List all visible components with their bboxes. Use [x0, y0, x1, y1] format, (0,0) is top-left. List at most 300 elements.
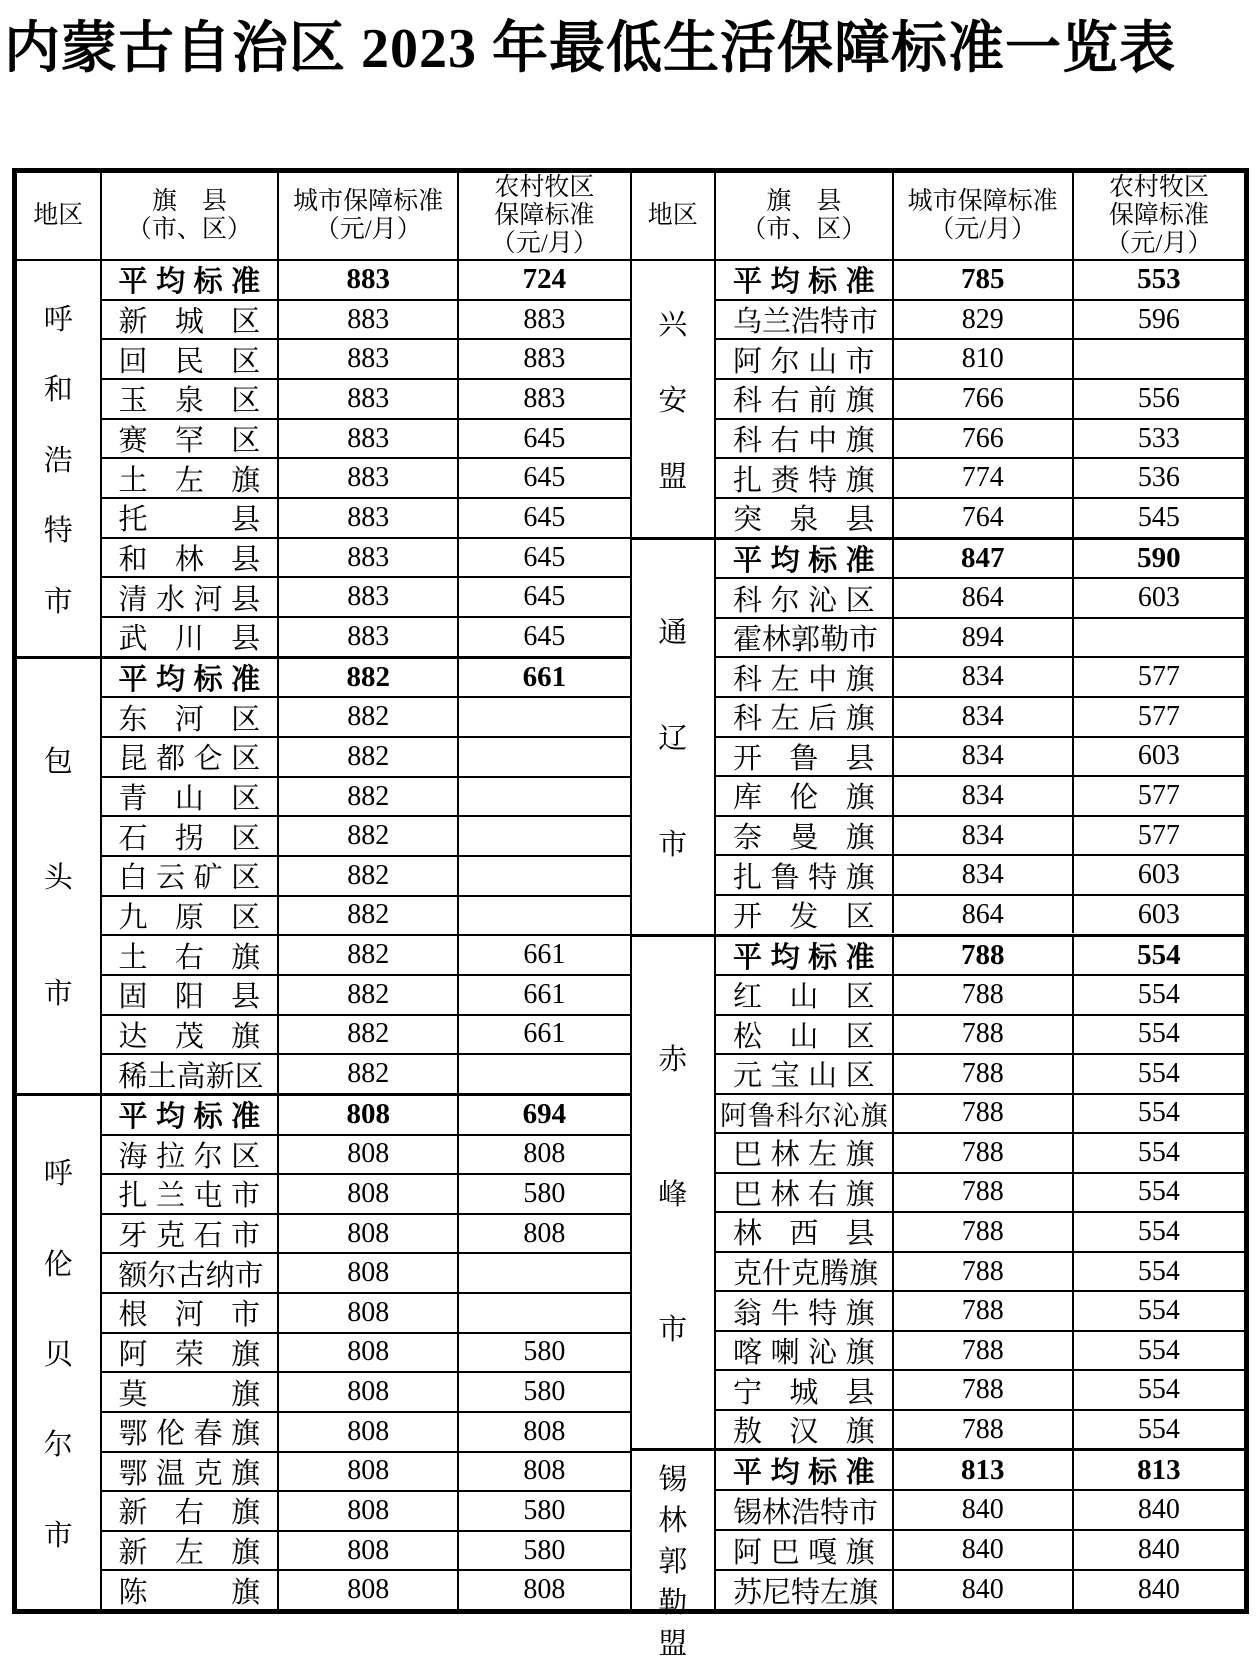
- char: 青: [118, 783, 148, 815]
- char: 河: [193, 583, 223, 616]
- distributed-text: [733, 696, 875, 737]
- char: 温: [156, 1457, 186, 1490]
- distributed-text: [720, 1094, 888, 1133]
- urban-standard-value: 883: [279, 539, 459, 577]
- rural-standard-value: 554: [1137, 1136, 1180, 1168]
- distributed-text: [733, 736, 875, 777]
- distributed-text: [733, 1014, 875, 1055]
- rural-standard-value: 533: [1137, 422, 1180, 454]
- county-name-cell: [102, 1055, 280, 1093]
- rural-standard-value: [459, 897, 629, 935]
- char: 县: [231, 623, 261, 656]
- char: 新: [205, 1060, 235, 1093]
- char: 左: [770, 703, 800, 736]
- table-row: [716, 1330, 1244, 1370]
- table-row: [102, 974, 630, 1014]
- county-name-cell: [102, 659, 280, 697]
- char: 旗: [231, 1497, 261, 1530]
- urban-standard-value: 883: [279, 459, 459, 497]
- char: 城: [789, 1376, 819, 1409]
- char: 勒: [820, 624, 850, 657]
- table-row: [716, 736, 1244, 776]
- county-name-cell: [716, 777, 894, 815]
- char: 右: [770, 385, 800, 418]
- county-name-cell: [102, 976, 280, 1014]
- county-name-cell: [102, 618, 280, 656]
- char: 曼: [789, 822, 819, 855]
- county-name-cell: [716, 579, 894, 617]
- char: 屯: [193, 1180, 223, 1213]
- char: 松: [733, 1020, 763, 1053]
- table-row: [716, 577, 1244, 617]
- county-name-cell: [716, 1451, 894, 1489]
- char: 特: [791, 1576, 821, 1609]
- urban-standard-value: 810: [894, 340, 1074, 378]
- county-name-cell: [102, 1254, 280, 1292]
- county-name-cell: [716, 698, 894, 736]
- char: 赛: [118, 425, 148, 458]
- table-row: [716, 617, 1244, 657]
- char: 海: [118, 1140, 148, 1173]
- region-char: 浩: [43, 444, 73, 477]
- region-name: [632, 540, 717, 934]
- char: 伦: [789, 782, 819, 815]
- distributed-text: [119, 1570, 261, 1611]
- char: 翁: [733, 1297, 763, 1330]
- char: 旗: [845, 822, 875, 855]
- urban-standard-value: 788: [894, 1095, 1074, 1133]
- county-name-cell: [716, 1332, 894, 1370]
- char: 区: [231, 1140, 261, 1173]
- urban-standard-value: 847: [894, 540, 1074, 578]
- county-name-cell: [102, 1016, 280, 1054]
- county-name-cell: [102, 539, 280, 577]
- char: 沁: [808, 584, 838, 617]
- rural-standard-value: 645: [523, 422, 566, 454]
- char: 山: [808, 345, 838, 378]
- char: 托: [118, 504, 148, 537]
- rural-standard-value: [459, 698, 629, 736]
- distributed-text: [118, 1054, 264, 1095]
- char: 林: [770, 1139, 800, 1172]
- table-row: [102, 1451, 630, 1491]
- table-row: [716, 696, 1244, 736]
- distributed-text: [733, 259, 875, 300]
- char: 克: [193, 1457, 223, 1490]
- distributed-text: [119, 657, 261, 698]
- rural-standard-value: 580: [523, 1336, 566, 1368]
- table-header: [17, 173, 630, 261]
- char: 旗: [845, 782, 875, 815]
- char: 市: [849, 624, 879, 657]
- char: 尔: [804, 1100, 832, 1131]
- rural-standard-value: 603: [1137, 582, 1180, 614]
- urban-standard-value: 764: [894, 499, 1074, 537]
- county-name-cell: [716, 1531, 894, 1569]
- char: 均: [156, 266, 186, 299]
- distributed-text: [733, 1251, 879, 1292]
- char: 武: [118, 623, 148, 656]
- distributed-text: [119, 1372, 261, 1413]
- rural-standard-value: 808: [523, 1415, 566, 1447]
- distributed-text: [119, 697, 261, 738]
- urban-standard-value: 788: [894, 976, 1074, 1014]
- table-row: [716, 1369, 1244, 1409]
- county-name-cell: [716, 1491, 894, 1529]
- table-row: [102, 497, 630, 537]
- char: 科: [733, 584, 763, 617]
- table-row: [716, 1529, 1244, 1569]
- rural-standard-value: 577: [1137, 700, 1180, 732]
- distributed-text: [733, 974, 875, 1015]
- char: 标: [808, 266, 838, 299]
- rural-standard-value: 577: [1137, 661, 1180, 693]
- char: 尼: [762, 1576, 792, 1609]
- char: 巴: [770, 1536, 800, 1569]
- char: 清: [118, 583, 148, 616]
- char: 左: [808, 1139, 838, 1172]
- table-row: [716, 457, 1244, 497]
- char: 沁: [808, 1337, 838, 1370]
- char: 标: [193, 266, 223, 299]
- region-char: 通: [658, 617, 688, 650]
- distributed-text: [119, 1014, 261, 1055]
- county-name-cell: [102, 261, 280, 299]
- char: 旗: [231, 1418, 261, 1451]
- table-row: [102, 1173, 630, 1213]
- region-name: [17, 659, 102, 1093]
- char: 特: [820, 306, 850, 339]
- char: 区: [231, 822, 261, 855]
- char: 阿: [118, 1338, 148, 1371]
- char: 尔: [193, 1140, 223, 1173]
- urban-standard-value: 882: [279, 897, 459, 935]
- char: 区: [231, 306, 261, 339]
- urban-standard-value: 829: [894, 301, 1074, 339]
- rural-standard-value: 554: [1137, 1097, 1180, 1129]
- urban-standard-value: 788: [894, 937, 1074, 975]
- county-name-cell: [102, 817, 280, 855]
- table-row: [102, 261, 630, 299]
- rural-standard-value: 645: [523, 462, 566, 494]
- region-char: 辽: [658, 723, 688, 756]
- char: 巴: [733, 1178, 763, 1211]
- region-char: 安: [658, 385, 688, 418]
- char: 旗: [845, 1536, 875, 1569]
- county-name-cell: [716, 976, 894, 1014]
- region-char: 锡: [658, 1464, 688, 1497]
- table-row: [716, 1409, 1244, 1449]
- table-row: [716, 1211, 1244, 1251]
- header-rural-standard: 农村牧区 保障标准 （元/月）: [490, 174, 598, 257]
- county-name-cell: [716, 340, 894, 378]
- region-name: [17, 1096, 102, 1609]
- urban-standard-value: 882: [279, 976, 459, 1014]
- county-name-cell: [716, 1371, 894, 1409]
- urban-standard-value: 788: [894, 1253, 1074, 1291]
- char: 茂: [174, 1020, 204, 1053]
- distributed-text: [118, 1253, 264, 1294]
- urban-standard-value: 808: [279, 1334, 459, 1372]
- char: 区: [845, 584, 875, 617]
- table-left-body: [17, 261, 630, 1609]
- distributed-text: [733, 418, 875, 459]
- urban-standard-value: 882: [279, 857, 459, 895]
- char: 旗: [845, 1139, 875, 1172]
- char: 高: [176, 1060, 206, 1093]
- urban-standard-value: 883: [279, 420, 459, 458]
- char: 县: [231, 981, 261, 1014]
- urban-standard-value: 840: [894, 1571, 1074, 1609]
- county-name-cell: [102, 738, 280, 776]
- urban-standard-value: 894: [894, 619, 1074, 657]
- distributed-text: [119, 1490, 261, 1531]
- char: 尔: [770, 584, 800, 617]
- char: 均: [156, 664, 186, 697]
- rural-standard-value: 724: [522, 263, 567, 296]
- char: 市: [231, 1180, 261, 1213]
- county-name-cell: [716, 380, 894, 418]
- char: 仑: [193, 743, 223, 776]
- distributed-text: [119, 935, 261, 976]
- char: 区: [231, 425, 261, 458]
- county-name-cell: [102, 897, 280, 935]
- urban-standard-value: 834: [894, 658, 1074, 696]
- county-name-cell: [102, 301, 280, 339]
- char: 什: [762, 1258, 792, 1291]
- rural-standard-value: 661: [523, 978, 566, 1010]
- urban-standard-value: 834: [894, 738, 1074, 776]
- char: 右: [808, 1178, 838, 1211]
- table-row: [716, 1251, 1244, 1291]
- rural-standard-value: 603: [1137, 859, 1180, 891]
- char: 县: [845, 742, 875, 775]
- table-row: [102, 696, 630, 736]
- char: 泉: [789, 504, 819, 537]
- table-row: [102, 1014, 630, 1054]
- rural-standard-value: [459, 778, 629, 816]
- region-char: 尔: [43, 1429, 73, 1462]
- rural-standard-value: 645: [523, 620, 566, 652]
- table-row: [102, 1252, 630, 1292]
- char: 扎: [733, 861, 763, 894]
- rural-standard-value: 554: [1137, 1255, 1180, 1287]
- county-name-cell: [716, 499, 894, 537]
- urban-standard-value: 774: [894, 459, 1074, 497]
- distributed-text: [733, 657, 875, 698]
- char: 平: [118, 1101, 148, 1134]
- char: 林: [174, 544, 204, 577]
- table-row: [102, 659, 630, 697]
- distributed-text: [733, 894, 875, 935]
- rural-standard-value: [459, 738, 629, 776]
- char: 鲁: [789, 742, 819, 775]
- rural-standard-value: 808: [523, 1217, 566, 1249]
- county-name-cell: [716, 1174, 894, 1212]
- char: 平: [733, 544, 763, 577]
- county-name-cell: [716, 459, 894, 497]
- rural-standard-value: [459, 817, 629, 855]
- urban-standard-value: 808: [279, 1215, 459, 1253]
- region-group: [632, 261, 1245, 537]
- char: 特: [808, 464, 838, 497]
- table-row: [716, 338, 1244, 378]
- rural-standard-value: 645: [523, 541, 566, 573]
- char: 河: [174, 703, 204, 736]
- distributed-text: [119, 339, 261, 380]
- region-char: 市: [658, 828, 688, 861]
- char: 准: [231, 266, 261, 299]
- rural-standard-value: 580: [523, 1177, 566, 1209]
- distributed-text: [733, 1330, 875, 1371]
- char: 区: [231, 345, 261, 378]
- table-row: [102, 1134, 630, 1174]
- char: 陈: [118, 1576, 148, 1609]
- rural-standard-value: 554: [1137, 978, 1180, 1010]
- county-name-cell: [716, 1055, 894, 1093]
- urban-standard-value: 788: [894, 1134, 1074, 1172]
- region-name: [632, 937, 717, 1449]
- county-name-cell: [716, 540, 894, 578]
- rural-standard-value: 661: [523, 1018, 566, 1050]
- char: 云: [156, 862, 186, 895]
- table-row: [102, 418, 630, 458]
- rural-standard-value: 883: [523, 303, 566, 335]
- rural-standard-value: [459, 1294, 629, 1332]
- urban-standard-value: 766: [894, 420, 1074, 458]
- urban-standard-value: 834: [894, 777, 1074, 815]
- urban-standard-value: 883: [279, 578, 459, 616]
- char: 民: [174, 345, 204, 378]
- rural-standard-value: 577: [1137, 779, 1180, 811]
- urban-standard-value: 840: [894, 1491, 1074, 1529]
- char: 旗: [231, 464, 261, 497]
- table-row: [716, 1489, 1244, 1529]
- char: 和: [118, 544, 148, 577]
- region-char: 呼: [43, 1158, 73, 1191]
- table-row: [716, 261, 1244, 299]
- char: 左: [770, 663, 800, 696]
- char: 昆: [118, 743, 148, 776]
- distributed-text: [119, 1292, 261, 1333]
- char: 嘎: [808, 1536, 838, 1569]
- table-row: [102, 537, 630, 577]
- county-name-cell: [102, 698, 280, 736]
- urban-standard-value: 883: [279, 618, 459, 656]
- county-name-cell: [102, 778, 280, 816]
- distributed-text: [733, 1450, 875, 1491]
- rural-standard-value: [459, 857, 629, 895]
- urban-standard-value: 788: [894, 1371, 1074, 1409]
- county-name-cell: [102, 1413, 280, 1451]
- table-row: [102, 815, 630, 855]
- rural-standard-value: 840: [1137, 1534, 1180, 1566]
- region-name: [17, 261, 102, 656]
- distributed-text: [733, 1570, 879, 1611]
- region-group: [632, 934, 1245, 1449]
- county-name-cell: [716, 619, 894, 657]
- char: 区: [231, 901, 261, 934]
- char: 平: [118, 266, 148, 299]
- table-row: [102, 299, 630, 339]
- char: 平: [733, 266, 763, 299]
- char: 锡: [733, 1496, 763, 1529]
- char: 标: [193, 664, 223, 697]
- char: 新: [118, 1537, 148, 1570]
- urban-standard-value: 882: [279, 738, 459, 776]
- char: 右: [174, 1497, 204, 1530]
- region-char: 峰: [658, 1178, 688, 1211]
- region-char: 和: [43, 374, 73, 407]
- rural-standard-value: 645: [523, 581, 566, 613]
- region-char: 赤: [658, 1043, 688, 1076]
- table-row: [102, 378, 630, 418]
- char: 突: [733, 504, 763, 537]
- urban-standard-value: 834: [894, 856, 1074, 894]
- county-name-cell: [716, 261, 894, 299]
- char: 原: [174, 901, 204, 934]
- rural-standard-value: 556: [1137, 382, 1180, 414]
- county-name-cell: [102, 1453, 280, 1491]
- char: 旗: [231, 1457, 261, 1490]
- table-row: [102, 855, 630, 895]
- county-name-cell: [102, 1373, 280, 1411]
- county-name-cell: [102, 1215, 280, 1253]
- char: 泉: [174, 385, 204, 418]
- char: 旗: [845, 385, 875, 418]
- region-rows: [102, 1096, 630, 1609]
- region-rows: [716, 261, 1244, 537]
- urban-standard-value: 788: [894, 1016, 1074, 1054]
- char: 新: [118, 1497, 148, 1530]
- distributed-text: [119, 776, 261, 817]
- char: 区: [845, 981, 875, 1014]
- char: 山: [789, 1020, 819, 1053]
- distributed-text: [119, 1530, 261, 1571]
- table-row: [102, 1213, 630, 1253]
- char: 拉: [156, 1140, 186, 1173]
- region-group: [632, 1448, 1245, 1661]
- char: 山: [174, 783, 204, 815]
- distributed-text: [119, 299, 261, 340]
- char: 浩: [791, 1496, 821, 1529]
- char: 准: [845, 544, 875, 577]
- urban-standard-value: 882: [279, 698, 459, 736]
- distributed-text: [119, 1213, 261, 1254]
- distributed-text: [119, 855, 261, 896]
- char: 左: [174, 1537, 204, 1570]
- distributed-text: [119, 577, 261, 618]
- table-row: [102, 1371, 630, 1411]
- header-region: 地区: [632, 173, 717, 259]
- char: 区: [231, 743, 261, 776]
- table-header: [632, 173, 1245, 261]
- rural-standard-value: 554: [1137, 1057, 1180, 1089]
- county-name-cell: [716, 1292, 894, 1330]
- table-row: [102, 576, 630, 616]
- char: 平: [733, 941, 763, 974]
- rural-standard-value: 808: [523, 1455, 566, 1487]
- distributed-text: [733, 1291, 875, 1332]
- region-char: 盟: [658, 1628, 688, 1661]
- urban-standard-value: 785: [894, 261, 1074, 299]
- char: 县: [231, 583, 261, 616]
- char: 旗: [845, 425, 875, 458]
- table-row: [102, 1292, 630, 1332]
- char: 平: [733, 1456, 763, 1489]
- region-group: [17, 1093, 630, 1609]
- char: 土: [118, 941, 148, 974]
